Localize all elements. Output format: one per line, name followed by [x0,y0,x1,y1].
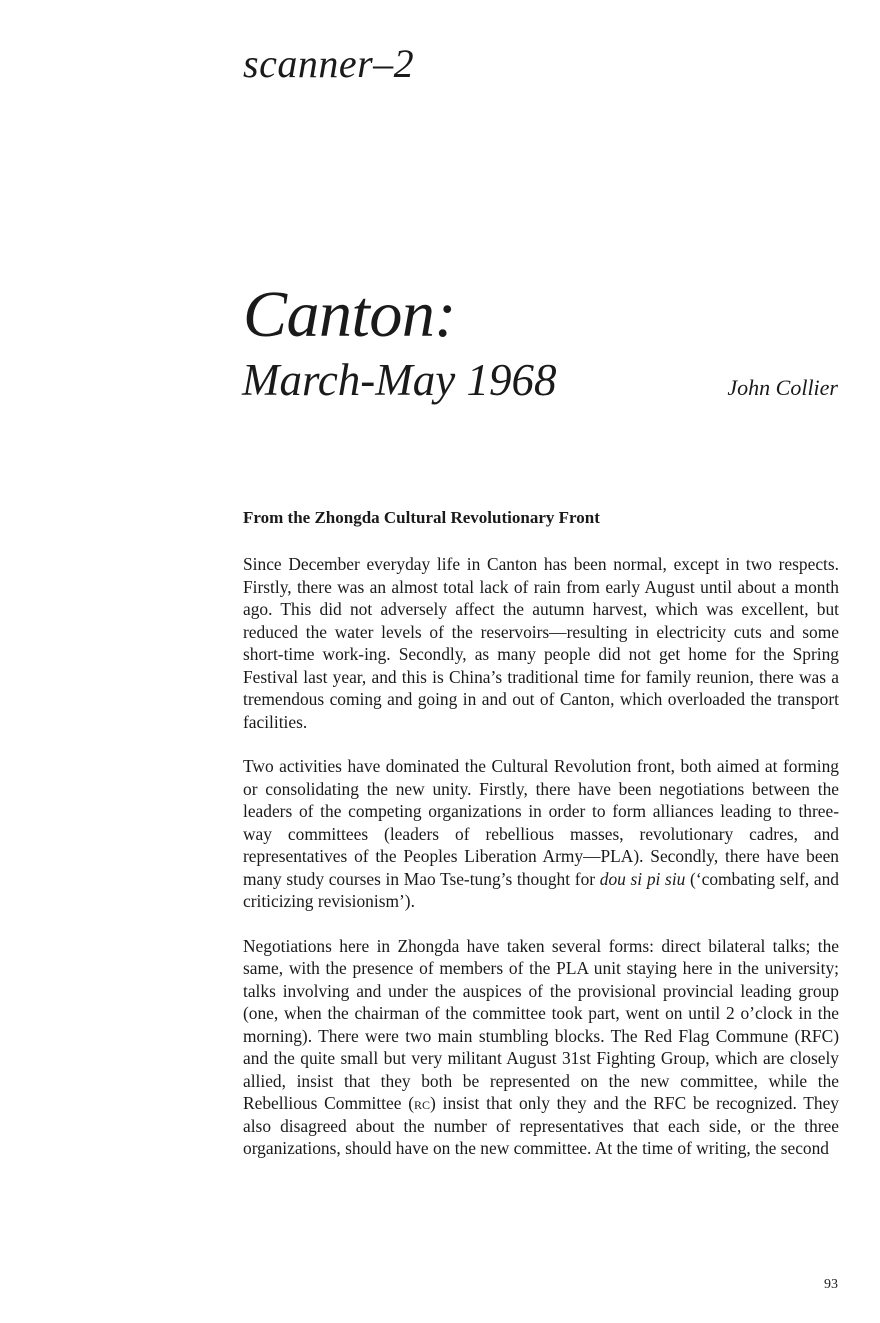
article-body [243,553,839,1182]
paragraph-1: Since December everyday life in Canton has been normal, except in two respects. Firstly, there was an almost total lack of rain from early August until about a month ago. This did not adversely affect the autumn harvest, which was excellent, but reduced the water levels of the reservoirs—resulting in electricity cuts and some short-time work-ing. Secondly, as many people did not get home for the Spring Festival last year, and this is China’s traditional time for family reunion, there was a tremendous coming and going in and out of Canton, which overloaded the transport facilities. [243,554,839,732]
article-title: Canton: [243,278,456,351]
article-heading: From the Zhongda Cultural Revolutionary Front [243,508,600,527]
section-label: scanner–2 [243,41,415,86]
paragraph-2-text-b: (‘combating self, and criticizing revisionism’). [243,868,839,911]
paragraph-3-text-b: ) insist that only they and the RFC be recognized. They also disagreed about the number of representatives that each side, or the three organizations, should have on the new committee. At the time of writing, the second [243,1093,839,1158]
article-subtitle: March-May 1968 [242,355,557,405]
article-author: John Collier [727,375,838,400]
paragraph-2 [243,755,839,913]
paragraph-2-text-a: Two activities have dominated the Cultural Revolution front, both aimed at forming or consolidating the new unity. Firstly, there have been negotiations between the leaders of the competing organizations in order to form alliances leading to three-way committees (leaders of rebellious masses, revolutionary cadres, and representatives of the Peoples Liberation Army—PLA). Secondly, there have been many study courses in Mao Tse-tung’s thought for [243,756,839,889]
paragraph-2-italic-term: dou si pi siu [599,868,686,889]
paragraph-3 [243,935,839,1160]
paragraph-3-text-a: Negotiations here in Zhongda have taken several forms: direct bilateral talks; the same, with the presence of members of the PLA unit staying here in the university; talks involving and under the auspices of the provisional provincial leading group (one, when the chairman of the committee took part, went on until 2 o’clock in the morning). There were two main stumbling blocks. The Red Flag Commune (RFC) and the quite small but very militant August 31st Fighting Group, which are closely allied, insist that they both be represented on the new committee, while the Rebellious Committee ( [243,935,839,1113]
page-number: 93 [824,1277,838,1292]
paragraph-3-abbrev-rc: rc [414,1093,431,1113]
